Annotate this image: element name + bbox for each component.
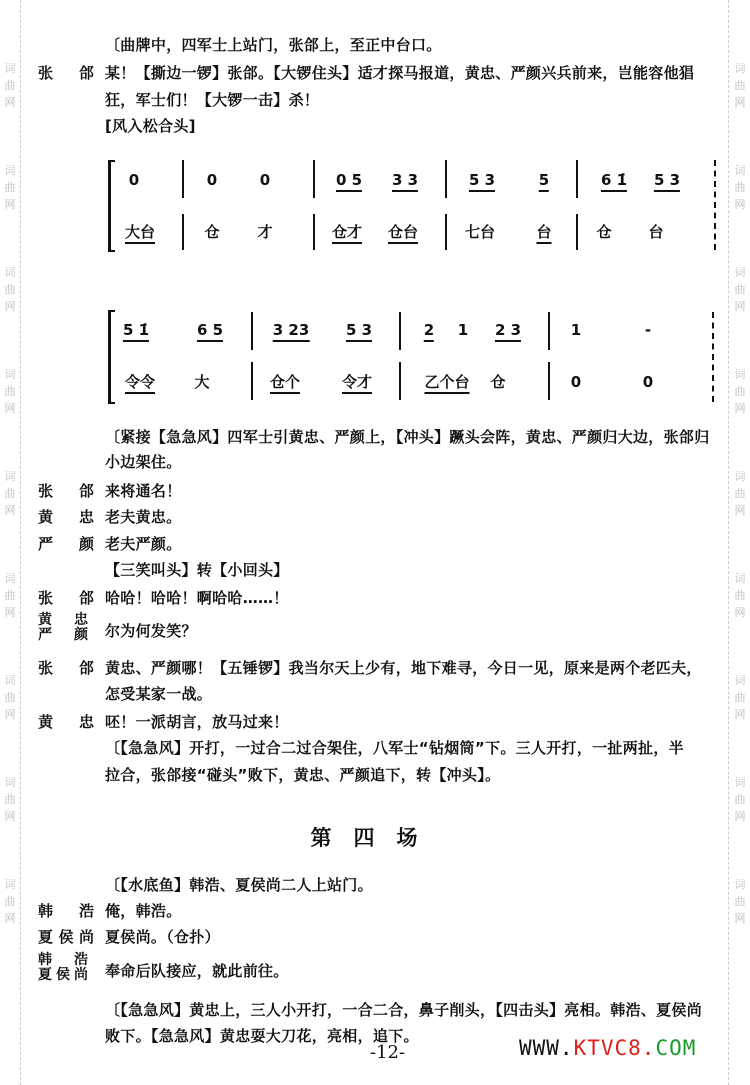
notation-text: 0 5 — [336, 171, 362, 192]
notation-text: 大台 — [125, 223, 155, 244]
bar-line — [182, 214, 184, 250]
percussion-syllable — [465, 223, 495, 241]
notation-text: 仓才 — [332, 223, 362, 244]
dialogue-line: 尔为何发笑？ — [105, 622, 197, 640]
character-name: 张 郃 — [38, 589, 94, 607]
note — [645, 321, 651, 339]
bar-line — [399, 312, 401, 350]
stage-direction: 〔紧接【急急风】四军士引黄忠、严颜上，【冲头】蹶头会阵，黄忠、严颜归大边，张郃归 — [105, 428, 710, 446]
notation-text: 乙个台 — [424, 373, 469, 394]
stage-direction: 败下。【急急风】黄忠耍大刀花，亮相，追下。 — [105, 1027, 419, 1045]
stage-direction: 怎受某家一战。 — [105, 685, 213, 703]
character-name: 黄 忠 — [38, 508, 94, 526]
bar-line — [712, 312, 714, 402]
bar-line — [251, 362, 253, 400]
notation-text: 5 1̇ — [123, 321, 149, 342]
percussion-syllable — [204, 223, 219, 241]
percussion-syllable — [571, 373, 581, 391]
notation-text: 0 — [259, 171, 271, 189]
percussion-syllable — [643, 373, 653, 391]
notation-text: 5 — [539, 171, 549, 192]
character-name: 夏侯尚 — [38, 967, 88, 983]
percussion-syllable — [125, 223, 155, 241]
character-name: 严 颜 — [38, 535, 94, 553]
side-watermark: 词 曲 网 词 曲 网 词 曲 网 词 曲 网 词 曲 网 词 曲 网 词 曲 网 词 曲 网 词 曲 网 — [734, 62, 746, 925]
character-name: 夏侯尚 — [38, 928, 94, 946]
notation-text: 1 — [457, 321, 469, 339]
dialogue-line: 黄忠、严颜哪！【五锤锣】我当尔天上少有，地下难寻，今日一见，原来是两个老匹夫， — [105, 659, 702, 677]
notation-text: 仓个 — [270, 373, 300, 394]
bar-line — [576, 214, 578, 250]
dialogue-line: 夏侯尚。（仓扑） — [105, 928, 220, 946]
dialogue-line: 俺，韩浩。 — [105, 902, 182, 920]
notation-text: 6 1̇ — [601, 171, 627, 192]
percussion-syllable — [332, 223, 362, 241]
character-name: 严 颜 — [38, 627, 88, 643]
dialogue-line: 某！【撕边一锣】张郃。【大锣住头】适才探马报道，黄忠、严颜兴兵前来，岂能容他猖 — [105, 64, 695, 82]
note — [346, 321, 372, 339]
stage-direction: 〔【急急风】开打，一过合二过合架住，八军士“钻烟筒”下。三人开打，一扯两扯，半 — [105, 739, 684, 757]
stage-direction: 小边架住。 — [105, 453, 182, 471]
logo-dot: . — [641, 1036, 656, 1060]
character-name: 张 郃 — [38, 659, 94, 677]
notation-text: 才 — [257, 223, 273, 241]
note — [260, 171, 270, 189]
notation-text: 七台 — [464, 223, 496, 241]
system-bracket — [108, 160, 115, 252]
note — [424, 321, 434, 339]
bar-line — [313, 214, 315, 250]
note — [601, 171, 627, 189]
notation-text: 令令 — [125, 373, 155, 394]
stage-direction: [风入松合头] — [105, 117, 196, 135]
notation-text: 0 — [128, 171, 140, 189]
note — [539, 171, 549, 189]
notation-text: 台 — [648, 223, 664, 241]
notation-text: 0 — [642, 373, 654, 391]
notation-text: 0 — [570, 373, 582, 391]
note — [207, 171, 217, 189]
scene-heading: 第四场 — [310, 826, 440, 850]
notation-text: 2 3 — [495, 321, 521, 342]
percussion-syllable — [270, 373, 300, 391]
stage-direction: 狂，军士们！【大锣一击】杀！ — [105, 91, 320, 109]
logo-www: WWW. — [519, 1036, 574, 1060]
stage-direction: 〔曲牌中，四军士上站门，张郃上，至正中台口。 — [105, 36, 442, 54]
dialogue-line: 老夫严颜。 — [105, 535, 182, 553]
stage-direction: 拉合，张郃接“碰头”败下，黄忠、严颜追下，转【冲头】。 — [105, 766, 501, 784]
notation-text: 令才 — [342, 373, 372, 394]
character-name: 韩 浩 — [38, 902, 94, 920]
system-bracket — [108, 310, 115, 404]
bar-line — [548, 312, 550, 350]
dialogue-line: 呸！一派胡言，放马过来！ — [105, 713, 289, 731]
dialogue-line: 哈哈！哈哈！啊哈哈……！ — [105, 589, 289, 607]
notation-text: 仓台 — [388, 223, 418, 244]
note — [571, 321, 581, 339]
note — [458, 321, 468, 339]
bar-line — [548, 362, 550, 400]
margin-dashed-line — [20, 0, 21, 1085]
note — [469, 171, 495, 189]
note — [336, 171, 362, 189]
note — [123, 321, 149, 339]
note — [392, 171, 418, 189]
percussion-syllable — [648, 223, 663, 241]
dialogue-line: 奉命后队接应，就此前往。 — [105, 962, 289, 980]
page-number: -12- — [370, 1042, 406, 1063]
notation-text: 仓 — [596, 223, 612, 241]
side-watermark: 词 曲 网 词 曲 网 词 曲 网 词 曲 网 词 曲 网 词 曲 网 词 曲 网 词 曲 网 词 曲 网 — [4, 62, 16, 925]
bar-line — [399, 362, 401, 400]
notation-text: 1 — [570, 321, 582, 339]
character-name: 韩 浩 — [38, 952, 88, 968]
percussion-syllable — [536, 223, 551, 241]
note — [129, 171, 139, 189]
percussion-syllable — [424, 373, 469, 391]
bar-line — [576, 160, 578, 198]
margin-dashed-line — [728, 0, 729, 1085]
character-name: 黄 忠 — [38, 612, 88, 628]
bar-line — [714, 160, 716, 250]
notation-text: 0 — [206, 171, 218, 189]
notation-text: 大 — [194, 373, 210, 391]
notation-text: - — [644, 321, 652, 339]
bar-line — [313, 160, 315, 198]
site-logo — [519, 1035, 696, 1061]
character-name: 黄 忠 — [38, 713, 94, 731]
bar-line — [182, 160, 184, 198]
bar-line — [445, 160, 447, 198]
character-name: 张 郃 — [38, 64, 94, 82]
notation-text: 6 5 — [197, 321, 223, 342]
note — [273, 321, 310, 339]
stage-direction: 〔【急急风】黄忠上，三人小开打，一合二合，鼻子削头，【四击头】亮相。韩浩、夏侯尚 — [105, 1001, 703, 1019]
stage-direction: 〔【水底鱼】韩浩、夏侯尚二人上站门。 — [105, 876, 373, 894]
logo-ktvc8: KTVC8 — [573, 1036, 642, 1060]
percussion-syllable — [388, 223, 418, 241]
percussion-syllable — [596, 223, 611, 241]
notation-text: 仓 — [490, 373, 506, 391]
notation-text: 2 — [424, 321, 434, 342]
percussion-syllable — [125, 373, 155, 391]
note — [197, 321, 223, 339]
notation-text: 5 3 — [469, 171, 495, 192]
bar-line — [251, 312, 253, 350]
notation-text: 3 3 — [392, 171, 418, 192]
notation-text: 台 — [536, 223, 551, 244]
note — [495, 321, 521, 339]
percussion-syllable — [194, 373, 209, 391]
notation-text: 5 3 — [654, 171, 680, 192]
notation-text: 仓 — [204, 223, 220, 241]
percussion-syllable — [490, 373, 505, 391]
stage-direction: 【三笑叫头】转【小回头】 — [105, 561, 289, 579]
bar-line — [445, 214, 447, 250]
percussion-syllable — [342, 373, 372, 391]
note — [654, 171, 680, 189]
dialogue-line: 来将通名！ — [105, 482, 182, 500]
dialogue-line: 老夫黄忠。 — [105, 508, 182, 526]
notation-text: 3 23 — [273, 321, 310, 342]
notation-text: 5 3 — [346, 321, 372, 342]
logo-com: COM — [655, 1036, 697, 1060]
percussion-syllable — [257, 223, 272, 241]
character-name: 张 郃 — [38, 482, 94, 500]
